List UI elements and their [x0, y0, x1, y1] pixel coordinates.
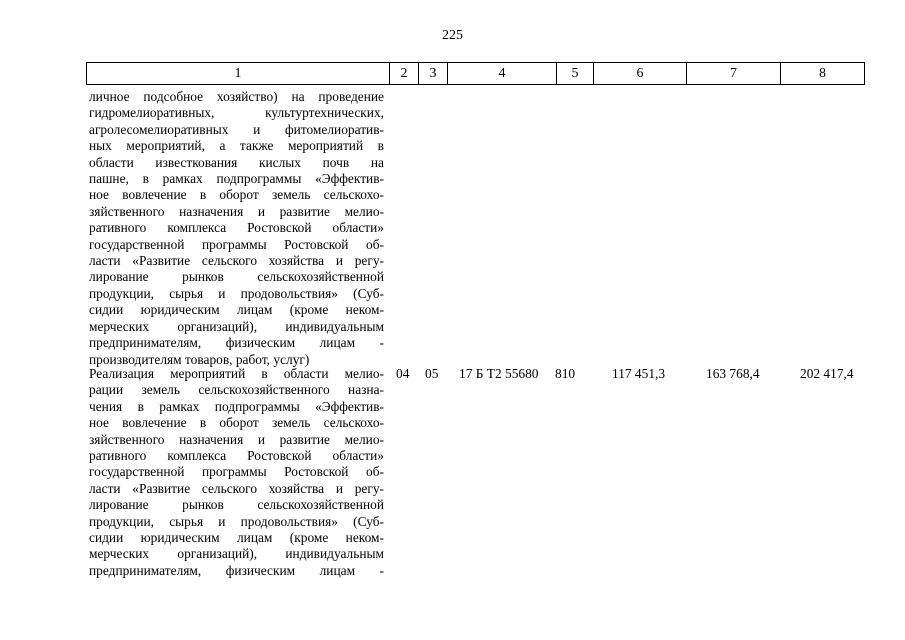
header-cell-4: 4 [448, 63, 557, 85]
row2-cell-3: 05 [425, 366, 439, 381]
header-cell-3: 3 [419, 63, 448, 85]
row1-line: ративного комплекса Ростовской области» [89, 220, 384, 236]
row2-line: ративного комплекса Ростовской области» [89, 448, 384, 464]
row2-cell-5: 810 [555, 366, 576, 381]
row1-line: зяйственного назначения и развитие мелио- [89, 203, 384, 219]
row2-line: сидии юридическим лицам (кроме неком- [89, 530, 384, 546]
row2-line: рации земель сельскохозяйственного назна- [89, 382, 384, 398]
row2-line: чения в рамках подпрограммы «Эффектив- [89, 398, 384, 414]
row1-line: производителям товаров, работ, услуг) [89, 351, 310, 367]
row1-description [89, 89, 384, 368]
row1-line: сидии юридическим лицам (кроме неком- [89, 302, 384, 318]
header-cell-5: 5 [557, 63, 594, 85]
row1-line: пашне, в рамках подпрограммы «Эффектив- [89, 171, 384, 187]
row1-line: ное вовлечение в оборот земель сельскохо- [89, 187, 384, 203]
row1-line: мерческих организаций), индивидуальным [89, 318, 384, 334]
row2-line: предпринимателям, физическим лицам - [89, 562, 384, 578]
row2-line: ласти «Развитие сельского хозяйства и регу- [89, 480, 384, 496]
header-cell-8: 8 [781, 63, 865, 85]
row2-line: мерческих организаций), индивидуальным [89, 546, 384, 562]
row2-cell-6: 117 451,3 [612, 366, 666, 381]
header-cell-1: 1 [87, 63, 390, 85]
header-cell-6: 6 [594, 63, 687, 85]
header-cell-7: 7 [687, 63, 781, 85]
row1-line: ных мероприятий, а также мероприятий в [89, 138, 384, 154]
row2-line: Реализация мероприятий в области мелио- [89, 366, 384, 381]
row2-line: лирование рынков сельскохозяйственной [89, 497, 384, 513]
page-number: 225 [442, 28, 463, 43]
row2-cell-7: 163 768,4 [706, 366, 760, 381]
row2-cell-2: 04 [396, 366, 410, 381]
row1-line: продукции, сырья и продовольствия» (Суб- [89, 285, 384, 301]
row1-line: лирование рынков сельскохозяйственной [89, 269, 384, 285]
row2-line: государственной программы Ростовской об- [89, 464, 384, 480]
row2-line: продукции, сырья и продовольствия» (Суб- [89, 513, 384, 529]
header-cell-2: 2 [390, 63, 419, 85]
row1-line: агролесомелиоративных и фитомелиоратив- [89, 121, 384, 137]
row2-cell-4: 17 Б Т2 55680 [459, 366, 539, 381]
row2-cell-8: 202 417,4 [800, 366, 854, 381]
row1-line: области известкования кислых почв на [89, 154, 384, 170]
row1-line: гидромелиоративных, культуртехнических, [89, 105, 384, 121]
row1-line: государственной программы Ростовской об- [89, 236, 384, 252]
row1-line: ласти «Развитие сельского хозяйства и регу- [89, 253, 384, 269]
row1-line: личное подсобное хозяйство) на проведение [89, 89, 384, 104]
row1-line: предпринимателям, физическим лицам - [89, 335, 384, 351]
table-header [86, 62, 865, 85]
row2-description [89, 366, 384, 579]
row2-line: зяйственного назначения и развитие мелио- [89, 431, 384, 447]
row2-line: ное вовлечение в оборот земель сельскохо- [89, 415, 384, 431]
